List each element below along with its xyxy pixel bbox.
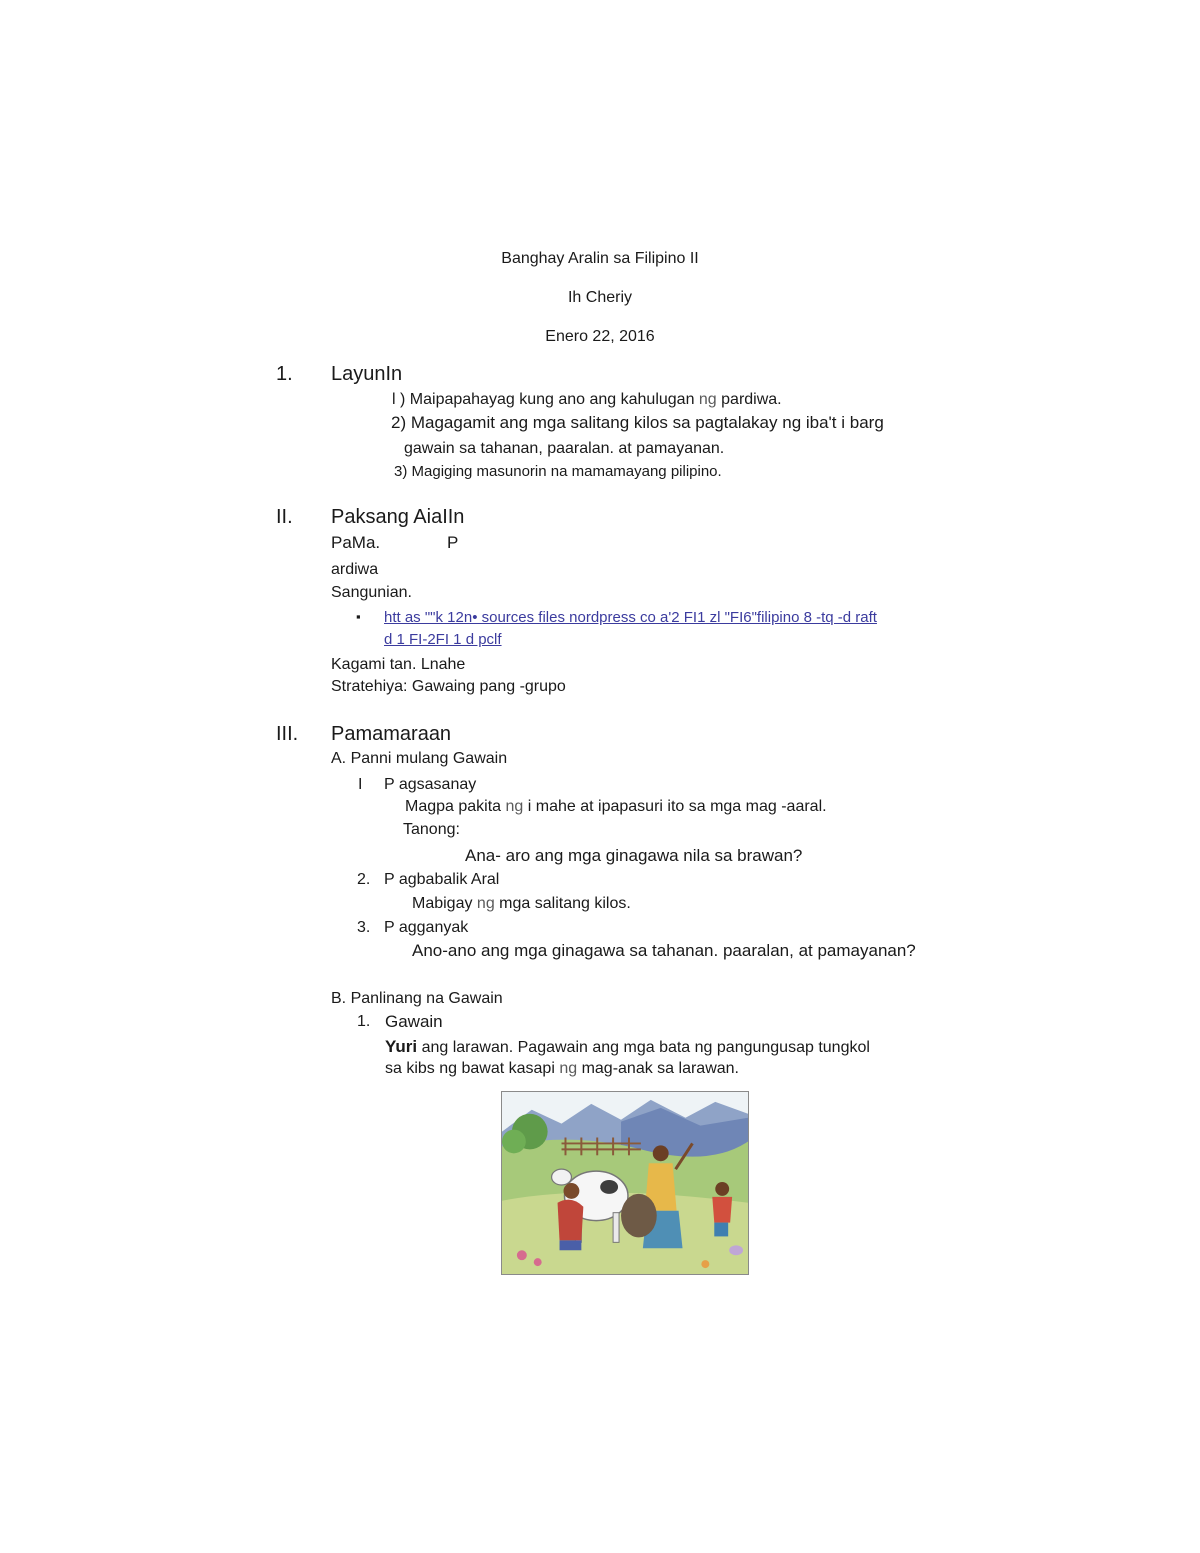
a-item-1-letter: P [384,776,395,793]
a-item-1-word: agsasanay [398,776,477,793]
section-2-number: II. [276,506,293,528]
document-date: Enero 22, 2016 [545,328,655,345]
a-item-3-letter: P [384,919,395,936]
document-title: Banghay Aralin sa Filipino II [501,250,699,267]
pama-label: PaMa. [331,533,381,552]
reference-link-continued[interactable]: d 1 FI-2FI 1 d pclf [384,631,502,648]
b-instruction-ng: ng [559,1060,578,1077]
sanggunian-label: Sangunian. [331,584,412,601]
section-2-heading: Paksang AiaIIn [331,506,465,528]
objective-2 [391,413,884,433]
subsection-a-label: A. Panni mulang Gawain [331,750,508,767]
a-item-2-number: 2. [357,871,371,888]
objective-1 [392,391,782,409]
kagamitan-label: Kagami tan. Lnahe [331,656,466,673]
objective-2-number: 2) [391,413,407,432]
objective-1-number: l ) [392,391,406,408]
family-illustration [501,1091,749,1275]
objective-1-text: Maipapahayag kung ano ang kahulugan [409,391,699,408]
pama-letter: P [447,533,459,552]
b-instruction-line-2-end: mag-anak sa larawan. [577,1060,739,1077]
section-1-number: 1. [276,363,293,385]
a-item-1-title [384,776,476,794]
objective-2-text: Magagamit ang mga salitang kilos sa pagtalakay ng iba't i barg [410,413,884,432]
pama-continued: ardiwa [331,561,379,578]
a-item-1-number: I [358,776,363,793]
a-item-3-detail: Ano-ano ang mga ginagawa sa tahanan. paaralan, at pamayanan? [412,941,916,960]
author-name: Ih Cheriy [567,289,633,306]
a-item-3-number: 3. [357,919,371,936]
family-illustration-drawing [502,1092,748,1274]
a-item-1-detail [405,798,827,816]
a-item-3-word: agganyak [398,919,469,936]
objective-3-number: 3) [394,463,408,480]
a-item-2-detail [412,895,631,913]
stratehiya-label: Stratehiya: Gawaing pang -grupo [331,678,566,695]
objective-1-ng: ng [698,391,717,408]
b-item-1-number: 1. [357,1013,371,1030]
b-instruction-line-2 [385,1060,739,1078]
objective-3 [394,463,722,480]
section-1-heading: LayunIn [331,363,403,385]
b-item-1-title: Gawain [385,1012,443,1031]
a-item-2-detail-end: mga salitang kilos. [494,895,631,912]
a-item-1-ng: ng [505,798,524,815]
a-item-2-word: agbabalik Aral [398,871,500,888]
a-item-2-detail-text: Mabigay [412,895,477,912]
reference-bullet: ▪ [356,609,361,624]
tanong-question: Ana- aro ang mga ginagawa nila sa brawan? [465,846,803,865]
tanong-label: Tanong: [403,821,460,838]
b-instruction-line-2-text: sa kibs ng bawat kasapi [385,1060,560,1077]
a-item-1-detail-text: Magpa pakita [405,798,506,815]
b-instruction-line-1 [385,1037,870,1057]
a-item-1-detail-end: i mahe at ipapasuri ito sa mga mag -aaral. [523,798,827,815]
a-item-3-title [384,919,468,937]
objective-3-text: Magiging masunorin na mamamayang pilipino. [411,463,722,480]
objective-1-end: pardiwa. [716,391,782,408]
objective-2-continued: gawain sa tahanan, paaralan. at pamayanan. [404,440,725,457]
a-item-2-title [384,871,499,889]
section-3-number: III. [276,723,299,745]
reference-link[interactable]: htt as ""k 12n• sources files nordpress co a'2 FI1 zl "FI6"filipino 8 -tq -d raft [384,609,877,626]
subsection-b-label: B. Panlinang na Gawain [331,990,503,1007]
a-item-2-ng: ng [476,895,495,912]
b-instruction-text: ang larawan. Pagawain ang mga bata ng pangungusap tungkol [417,1039,870,1056]
section-3-heading: Pamamaraan [331,723,452,745]
b-instruction-bold: Yuri [385,1037,418,1056]
a-item-2-letter: P [384,871,395,888]
